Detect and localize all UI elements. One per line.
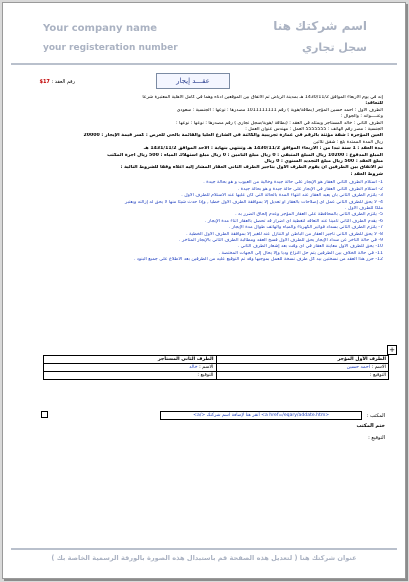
- sign-label: التوقيع: [372, 373, 386, 378]
- name-label: الاسم: [202, 365, 214, 370]
- body-line: مدة العقد : 1 سنة تبدأ من : الأربعاء الموافق 1430/11/2 هـ وتنتهي بنهاية : الأحد الموافق 1431/11/2 هـ: [143, 146, 383, 152]
- body-line: الطرف الثاني : خالد المستأجر ويمثله في العقد : (بطاقة /هوية/سجل تجاري ) رقم مصدرها : نوعها : نوعها :: [175, 120, 383, 126]
- term-item: 9- في حالة التأخر عن سداد الإيجار يحق للطرف الأول فسخ العقد ومطالبة الطرف الثاني بالإيجار المتأخر .: [179, 237, 383, 243]
- checkbox[interactable]: [41, 411, 48, 418]
- body-line: للتعاقد:: [365, 101, 383, 107]
- first-party-header: الطرف الأول المؤجر: [216, 356, 389, 364]
- second-party-header: الطرف الثاني المستأجر: [44, 356, 217, 364]
- sign-label: التوقيع: [200, 373, 214, 378]
- second-party-name-cell: الاسم : خالد: [44, 364, 217, 372]
- office-signature: التوقيع :: [368, 435, 385, 441]
- registration-number-en: your registeration number: [43, 43, 178, 53]
- body-line: الطرف الأول : احمد حسين المؤجر (بطاقة/هوية ) رقم 1011111111 مصدرها : نوعها : الجنسية : سعودي: [176, 107, 383, 113]
- body-line: العين المؤجرة : شقة مؤثثة بالرقم في عمارة تجريبية والكائنة في الشارع العليا والقائمة بالحي للعرض : كسر قيمة الإيجار : 20000: [83, 133, 383, 139]
- body-line: ريال المدة الممتدة بلغ : شقق تلاثين: [313, 139, 383, 145]
- body-line: إنه في يوم الأربعاء الموافق 1430/11/2 هـ بمدينة الرياض تم الاتفاق بين الموقعين أدناه وهما في كامل الأهلية المعتبرة شرعاً: [142, 95, 383, 100]
- company-name-en: Your company name: [43, 23, 158, 34]
- contract-number: [39, 79, 75, 85]
- second-party-name: خالد: [189, 365, 198, 370]
- document-page: [2, 2, 406, 579]
- contract-body: [25, 95, 383, 264]
- registration-number-ar: سجل تجاري: [302, 41, 367, 54]
- body-line: الجنسية : مصر رقم الهاتف : 5555555 العمل : مهندس عنوان العمل :: [245, 127, 383, 133]
- term-item: 11- في حالة الخلاف بين الطرفين يتم حل النزاع ودياً وإلا يحال إلى الجهات المختصة .: [218, 250, 383, 256]
- term-item: 4- لا يحق للطرف الثاني عمل أي إصلاحات بالعقار أو تعديل إلا بموافقة الطرف الأول خطياً , وإذا حدث شيئاً منها لا يحق له إزالته ويعتبر: [124, 199, 383, 205]
- term-item: 5- يلتزم الطرف الثاني بالمحافظة على العقار المؤجر وعدم إلحاق الضرر به .: [235, 212, 383, 218]
- expand-icon[interactable]: +: [387, 345, 397, 355]
- body-line: شروط العقد :: [350, 171, 383, 177]
- office-stamp: ختم المكتب: [356, 423, 385, 429]
- footer-address: عنوان شركتك هنا ( لتعديل هذه الصفحة قم باستبدال هذه الصورة بالورقة الرسمية الخاصة بك ): [51, 554, 357, 562]
- contract-title: عقـــد إيجار: [176, 77, 210, 85]
- term-item: 3- يلتزم الطرف الثاني بأن يعيد العقار عند انتهاء المدة بالحالة التي كان عليها عند الاستلام للطرف الأول .: [181, 193, 383, 199]
- term-item: 12- حرر هذا العقد من نسختين بيد كل طرف نسخة للعمل بموجبها وقد تم التوقيع عليه من الطرفين بعد الاطلاع على جميع البنود .: [133, 257, 383, 263]
- office-label: المكتب :: [366, 413, 385, 419]
- term-item: 7- يلتزم الطرف الثاني بسداد فواتير الكهرباء والمياه والهاتف طوال مدة الإيجار .: [228, 225, 383, 231]
- term-item: 6- يقدم الطرف الثاني تأميناً عند التعاقد لتغطية أي أضرار قد تحصل بالعقار أثناء مدة الإيجار .: [204, 218, 383, 224]
- company-name-ar: اسم شركتك هنا: [273, 19, 367, 33]
- term-item: 8- لا يحق للطرف الثاني تأجير العقار من الباطن أو التنازل عنه للغير إلا بموافقة الطرف الأول الخطية .: [186, 231, 383, 237]
- name-label: الاسم: [374, 365, 386, 370]
- term-item: 10- يحق للطرف الأول معاينة العقار في أي وقت بعد إشعار الطرف الثاني .: [237, 244, 383, 250]
- term-item: 2- استلام الطرف الثاني العقار في الإيجار على حالة جيدة و هو بحالة جيدة .: [237, 186, 383, 192]
- first-party-name-cell: الاسم : احمد حسين: [216, 364, 389, 372]
- signature-table: [43, 355, 389, 380]
- body-line: المبلغ المدفوع : 10200 ريال المبلغ المتبقي : 0 ريال مبلغ التأمين : 0 ريال مبلغ استهلاك المياه : 500 ريال أجرة المكتب: [107, 152, 383, 158]
- second-party-sign-cell: التوقيع :: [44, 372, 217, 380]
- terms-list: [25, 180, 383, 263]
- letterhead: [3, 3, 405, 65]
- contract-number-label: رقم العقد :: [51, 79, 75, 85]
- body-line: مبلغ العقد : 500 ريال مبلغ التجديد السنوي : 0 ريال: [264, 159, 383, 165]
- first-party-name: احمد حسين: [346, 365, 371, 370]
- header-divider: [11, 63, 397, 65]
- term-item: ملكاً للطرف الأول .: [345, 205, 383, 211]
- body-line: وعنــــوانه : والجوال :: [340, 114, 383, 120]
- contract-title-box: [156, 73, 230, 89]
- footer-divider: [11, 548, 397, 550]
- term-item: 1- استلام الطرف الثاني العقار هو الإيجار على حالة جيدة وخالية من العيوب و هو بحالة جيدة .: [203, 180, 383, 186]
- body-line: تم الاتفاق بين الطرفين أن يقوم الطرف الأول بتأجير الطرف الثاني العقار المشار إليه أعلاه وفقاً للشروط التالية :: [120, 165, 383, 171]
- office-field[interactable]: <a href=/eqary/addate.htm> أنقر هنا لإضافة اسم شركتك </a>: [160, 411, 362, 420]
- office-row: [160, 411, 385, 420]
- contract-number-value: 17$: [39, 79, 50, 85]
- first-party-sign-cell: التوقيع :: [216, 372, 389, 380]
